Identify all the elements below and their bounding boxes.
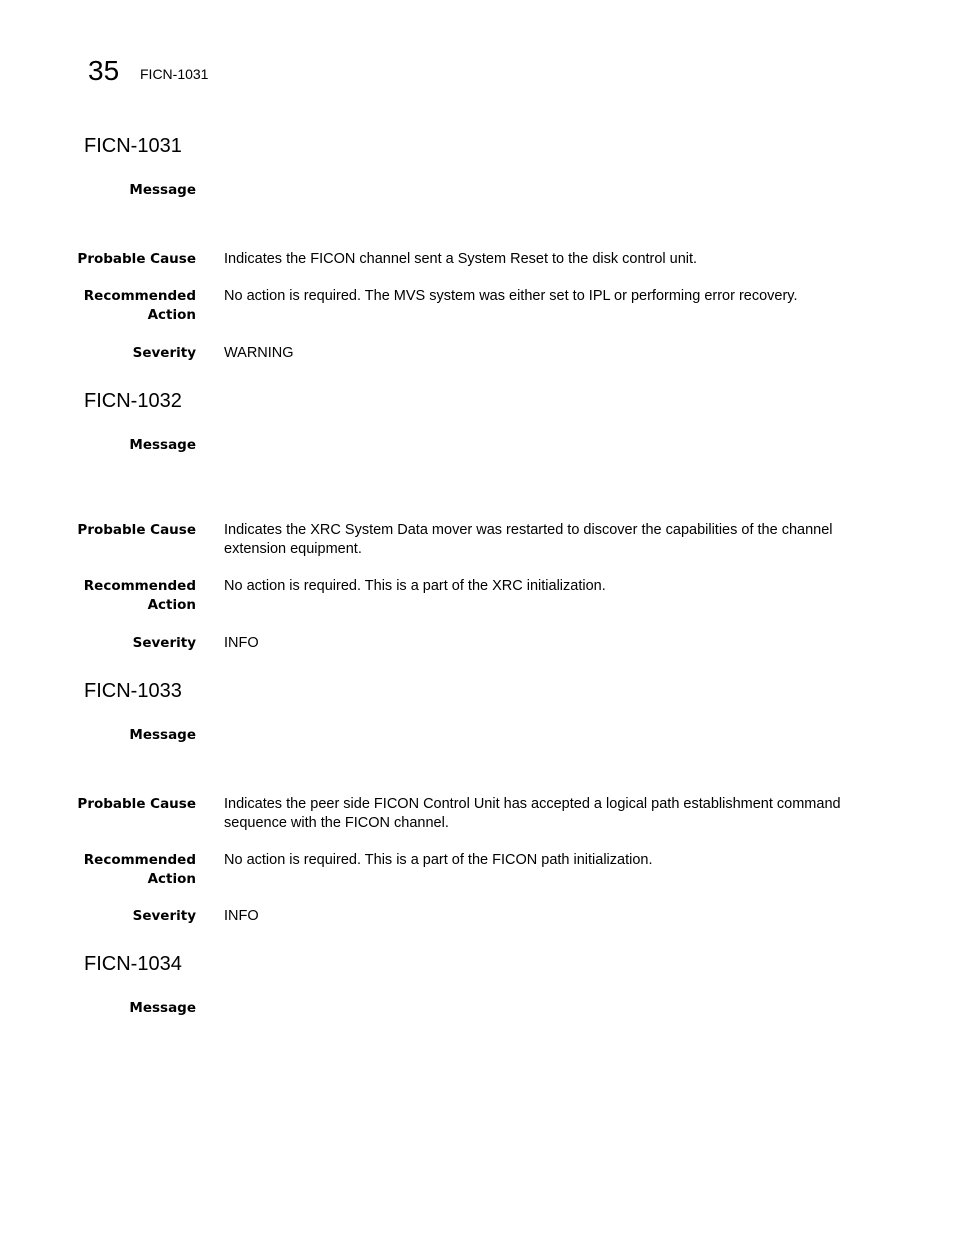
severity-value: INFO xyxy=(224,908,259,924)
label-line: Recommended xyxy=(83,288,196,304)
message-label: Message xyxy=(129,1000,196,1016)
cause-line: Indicates the XRC System Data mover was restarted to discover the capabilities of the channel xyxy=(224,522,833,538)
cause-line: sequence with the FICON channel. xyxy=(224,815,449,831)
running-header-title: FICN-1031 xyxy=(140,66,209,82)
label-line: Action xyxy=(147,871,196,887)
recommended-action-label xyxy=(56,577,196,615)
message-label: Message xyxy=(129,437,196,453)
probable-cause-label: Probable Cause xyxy=(77,796,196,812)
label-line: Recommended xyxy=(83,578,196,594)
recommended-action-text: No action is required. This is a part of the FICON path initialization. xyxy=(224,852,653,868)
label-line: Action xyxy=(147,307,196,323)
recommended-action-label xyxy=(56,851,196,889)
severity-value: WARNING xyxy=(224,345,294,361)
message-label: Message xyxy=(129,182,196,198)
cause-line: Indicates the peer side FICON Control Unit has accepted a logical path establishment command xyxy=(224,796,841,812)
section-title: FICN-1031 xyxy=(84,135,182,157)
chapter-number: 35 xyxy=(88,55,120,86)
recommended-action-text: No action is required. The MVS system was either set to IPL or performing error recovery. xyxy=(224,288,798,304)
probable-cause-text xyxy=(224,521,864,559)
severity-label: Severity xyxy=(132,635,196,651)
section-title: FICN-1032 xyxy=(84,390,182,412)
recommended-action-label xyxy=(56,287,196,325)
severity-label: Severity xyxy=(132,345,196,361)
severity-label: Severity xyxy=(132,908,196,924)
recommended-action-text: No action is required. This is a part of the XRC initialization. xyxy=(224,578,606,594)
cause-line: Indicates the FICON channel sent a System Reset to the disk control unit. xyxy=(224,251,698,267)
message-label: Message xyxy=(129,727,196,743)
probable-cause-label: Probable Cause xyxy=(77,251,196,267)
severity-value: INFO xyxy=(224,635,259,651)
cause-line: extension equipment. xyxy=(224,541,362,557)
section-title: FICN-1033 xyxy=(84,680,182,702)
probable-cause-text xyxy=(224,250,864,269)
label-line: Recommended xyxy=(83,852,196,868)
probable-cause-label: Probable Cause xyxy=(77,522,196,538)
probable-cause-text xyxy=(224,795,864,833)
section-title: FICN-1034 xyxy=(84,953,182,975)
label-line: Action xyxy=(147,597,196,613)
